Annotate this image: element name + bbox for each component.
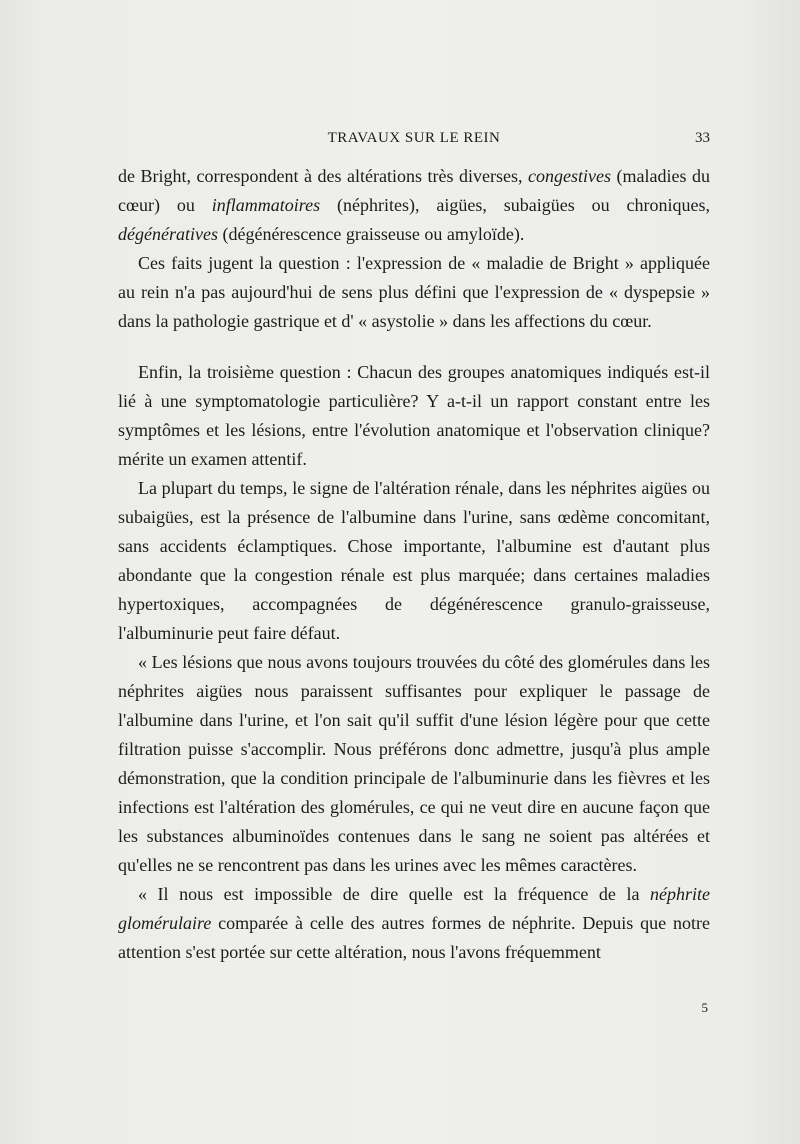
paragraph-6-italic-nephrite-glomerulaire: néphrite glomérulaire xyxy=(118,884,710,933)
paragraph-6 xyxy=(118,880,710,967)
paragraph-2 xyxy=(118,249,710,336)
paragraph-1 xyxy=(118,162,710,249)
paragraph-3 xyxy=(118,358,710,474)
paragraph-1-italic-inflammatoires: inflammatoires xyxy=(211,195,321,215)
running-head: TRAVAUX SUR LE REIN xyxy=(327,130,501,146)
paragraph-5 xyxy=(118,648,710,880)
page-header xyxy=(118,130,710,158)
paragraph-1-italic-degeneratives: dégénératives xyxy=(118,224,218,244)
paragraph-2-text: Ces faits jugent la question : l'expression de « maladie de Bright » appliquée au rein n'a pas aujourd'hui de sens plus défini que l'expression de « dyspepsie » dans la pathologie gastrique et d' « asystolie » dans les affections du cœur. xyxy=(118,253,710,331)
paragraph-6-segment-1: « Il nous est impossible de dire quelle est la fréquence de la xyxy=(138,884,650,904)
paragraph-4 xyxy=(118,474,710,648)
paragraph-1-segment-7: (dégénérescence graisseuse ou amyloïde). xyxy=(217,224,525,244)
paragraph-1-segment-3: (maladies du cœur) ou xyxy=(118,166,710,215)
paragraph-5-text: « Les lésions que nous avons toujours trouvées du côté des glomérules dans les néphrites aigües nous paraissent suffisantes pour expliquer le passage de l'albumine dans l'urine, et l'on sait qu'il suffit d'une lésion légère pour que cette filtration puisse s'accomplir. Nous préférons donc admettre, jusqu'à plus ample démonstration, que la condition principale de l'albuminurie dans les fièvres et les infections est l'altération des glomérules, ce qui ne veut dire en aucune façon que les substances albuminoïdes contenues dans le sang ne soient pas altérées et qu'elles ne se rencontrent pas dans les urines avec les mêmes caractères. xyxy=(118,652,710,875)
paragraph-1-italic-congestives: congestives xyxy=(528,166,611,186)
paragraph-1-segment-1: de Bright, correspondent à des altérations très diverses, xyxy=(118,166,529,186)
paragraph-3-text: Enfin, la troisième question : Chacun des groupes anatomiques indiqués est-il lié à une symptomatologie particulière? Y a-t-il un rapport constant entre les symptômes et les lésions, entre l'évolution anatomique et l'observation clinique? mérite un examen attentif. xyxy=(118,362,710,469)
paragraph-4-text: La plupart du temps, le signe de l'altération rénale, dans les néphrites aigües ou subaigües, est la présence de l'albumine dans l'urine, sans œdème concomitant, sans accidents éclamptiques. Chose importante, l'albumine est d'autant plus abondante que la congestion rénale est plus marquée; dans certaines maladies hypertoxiques, accompagnées de dégénérescence granulo-graisseuse, l'albuminurie peut faire défaut. xyxy=(118,478,710,643)
paragraph-6-segment-3: comparée à celle des autres formes de néphrite. Depuis que notre attention s'est portée sur cette altération, nous l'avons fréquemment xyxy=(118,913,710,962)
paragraph-gap xyxy=(118,336,710,358)
signature-mark: 5 xyxy=(701,1000,708,1015)
page-number: 33 xyxy=(695,130,710,146)
body-text xyxy=(118,162,710,967)
paragraph-1-segment-5: (néphrites), aigües, subaigües ou chroniques, xyxy=(320,195,710,215)
